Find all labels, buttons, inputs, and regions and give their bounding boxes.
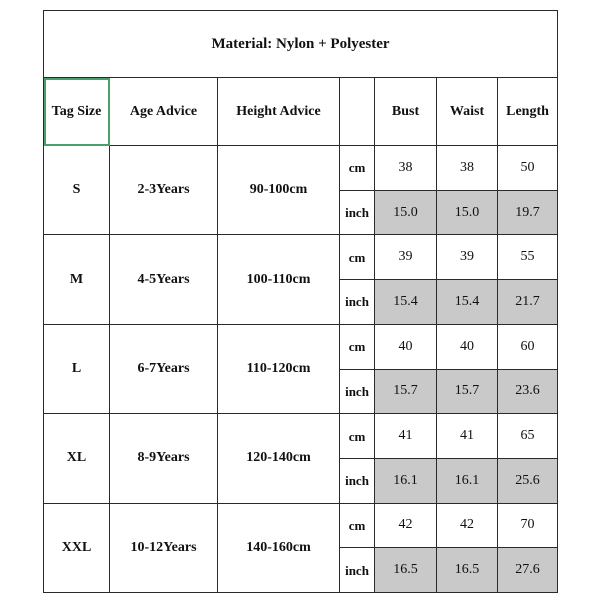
unit-cm-cell: cm bbox=[340, 414, 375, 459]
size-chart-table bbox=[43, 10, 558, 593]
length-inch-cell: 21.7 bbox=[498, 280, 558, 325]
waist-inch-cell: 15.4 bbox=[437, 280, 498, 325]
age-advice-cell: 2-3Years bbox=[110, 146, 218, 235]
unit-cm-cell: cm bbox=[340, 146, 375, 191]
tag-size-cell: M bbox=[44, 235, 110, 324]
length-inch-cell: 27.6 bbox=[498, 548, 558, 593]
tag-size-cell: S bbox=[44, 146, 110, 235]
unit-cm-cell: cm bbox=[340, 235, 375, 280]
bust-cm-cell: 40 bbox=[375, 324, 437, 369]
tag-size-cell: XXL bbox=[44, 503, 110, 592]
waist-inch-cell: 16.5 bbox=[437, 548, 498, 593]
length-inch-cell: 19.7 bbox=[498, 190, 558, 235]
unit-cm-cell: cm bbox=[340, 503, 375, 548]
height-advice-cell: 110-120cm bbox=[218, 324, 340, 413]
tag-size-cell: L bbox=[44, 324, 110, 413]
waist-inch-cell: 15.7 bbox=[437, 369, 498, 414]
unit-inch-cell: inch bbox=[340, 458, 375, 503]
waist-cm-cell: 39 bbox=[437, 235, 498, 280]
age-advice-cell: 4-5Years bbox=[110, 235, 218, 324]
unit-cm-cell: cm bbox=[340, 324, 375, 369]
waist-inch-cell: 15.0 bbox=[437, 190, 498, 235]
bust-cm-cell: 41 bbox=[375, 414, 437, 459]
header-height-advice: Height Advice bbox=[218, 78, 340, 146]
size-row-cm bbox=[44, 414, 558, 459]
tag-size-cell: XL bbox=[44, 414, 110, 503]
bust-cm-cell: 39 bbox=[375, 235, 437, 280]
length-inch-cell: 25.6 bbox=[498, 458, 558, 503]
bust-inch-cell: 15.0 bbox=[375, 190, 437, 235]
header-row bbox=[44, 78, 558, 146]
size-chart-body bbox=[44, 11, 558, 593]
size-row-cm bbox=[44, 503, 558, 548]
header-tag-size[interactable]: Tag Size bbox=[44, 78, 110, 146]
header-waist: Waist bbox=[437, 78, 498, 146]
length-cm-cell: 65 bbox=[498, 414, 558, 459]
material-title: Material: Nylon + Polyester bbox=[44, 11, 558, 78]
age-advice-cell: 10-12Years bbox=[110, 503, 218, 592]
bust-cm-cell: 42 bbox=[375, 503, 437, 548]
age-advice-cell: 6-7Years bbox=[110, 324, 218, 413]
bust-inch-cell: 16.5 bbox=[375, 548, 437, 593]
header-bust: Bust bbox=[375, 78, 437, 146]
length-cm-cell: 70 bbox=[498, 503, 558, 548]
waist-cm-cell: 38 bbox=[437, 146, 498, 191]
unit-inch-cell: inch bbox=[340, 280, 375, 325]
height-advice-cell: 90-100cm bbox=[218, 146, 340, 235]
bust-inch-cell: 16.1 bbox=[375, 458, 437, 503]
header-unit bbox=[340, 78, 375, 146]
header-age-advice: Age Advice bbox=[110, 78, 218, 146]
unit-inch-cell: inch bbox=[340, 190, 375, 235]
height-advice-cell: 100-110cm bbox=[218, 235, 340, 324]
size-row-cm bbox=[44, 235, 558, 280]
bust-inch-cell: 15.4 bbox=[375, 280, 437, 325]
waist-cm-cell: 42 bbox=[437, 503, 498, 548]
length-cm-cell: 60 bbox=[498, 324, 558, 369]
height-advice-cell: 140-160cm bbox=[218, 503, 340, 592]
length-inch-cell: 23.6 bbox=[498, 369, 558, 414]
length-cm-cell: 55 bbox=[498, 235, 558, 280]
unit-inch-cell: inch bbox=[340, 369, 375, 414]
age-advice-cell: 8-9Years bbox=[110, 414, 218, 503]
bust-cm-cell: 38 bbox=[375, 146, 437, 191]
bust-inch-cell: 15.7 bbox=[375, 369, 437, 414]
waist-cm-cell: 41 bbox=[437, 414, 498, 459]
height-advice-cell: 120-140cm bbox=[218, 414, 340, 503]
size-row-cm bbox=[44, 324, 558, 369]
length-cm-cell: 50 bbox=[498, 146, 558, 191]
header-length: Length bbox=[498, 78, 558, 146]
unit-inch-cell: inch bbox=[340, 548, 375, 593]
title-row bbox=[44, 11, 558, 78]
waist-inch-cell: 16.1 bbox=[437, 458, 498, 503]
waist-cm-cell: 40 bbox=[437, 324, 498, 369]
size-row-cm bbox=[44, 146, 558, 191]
